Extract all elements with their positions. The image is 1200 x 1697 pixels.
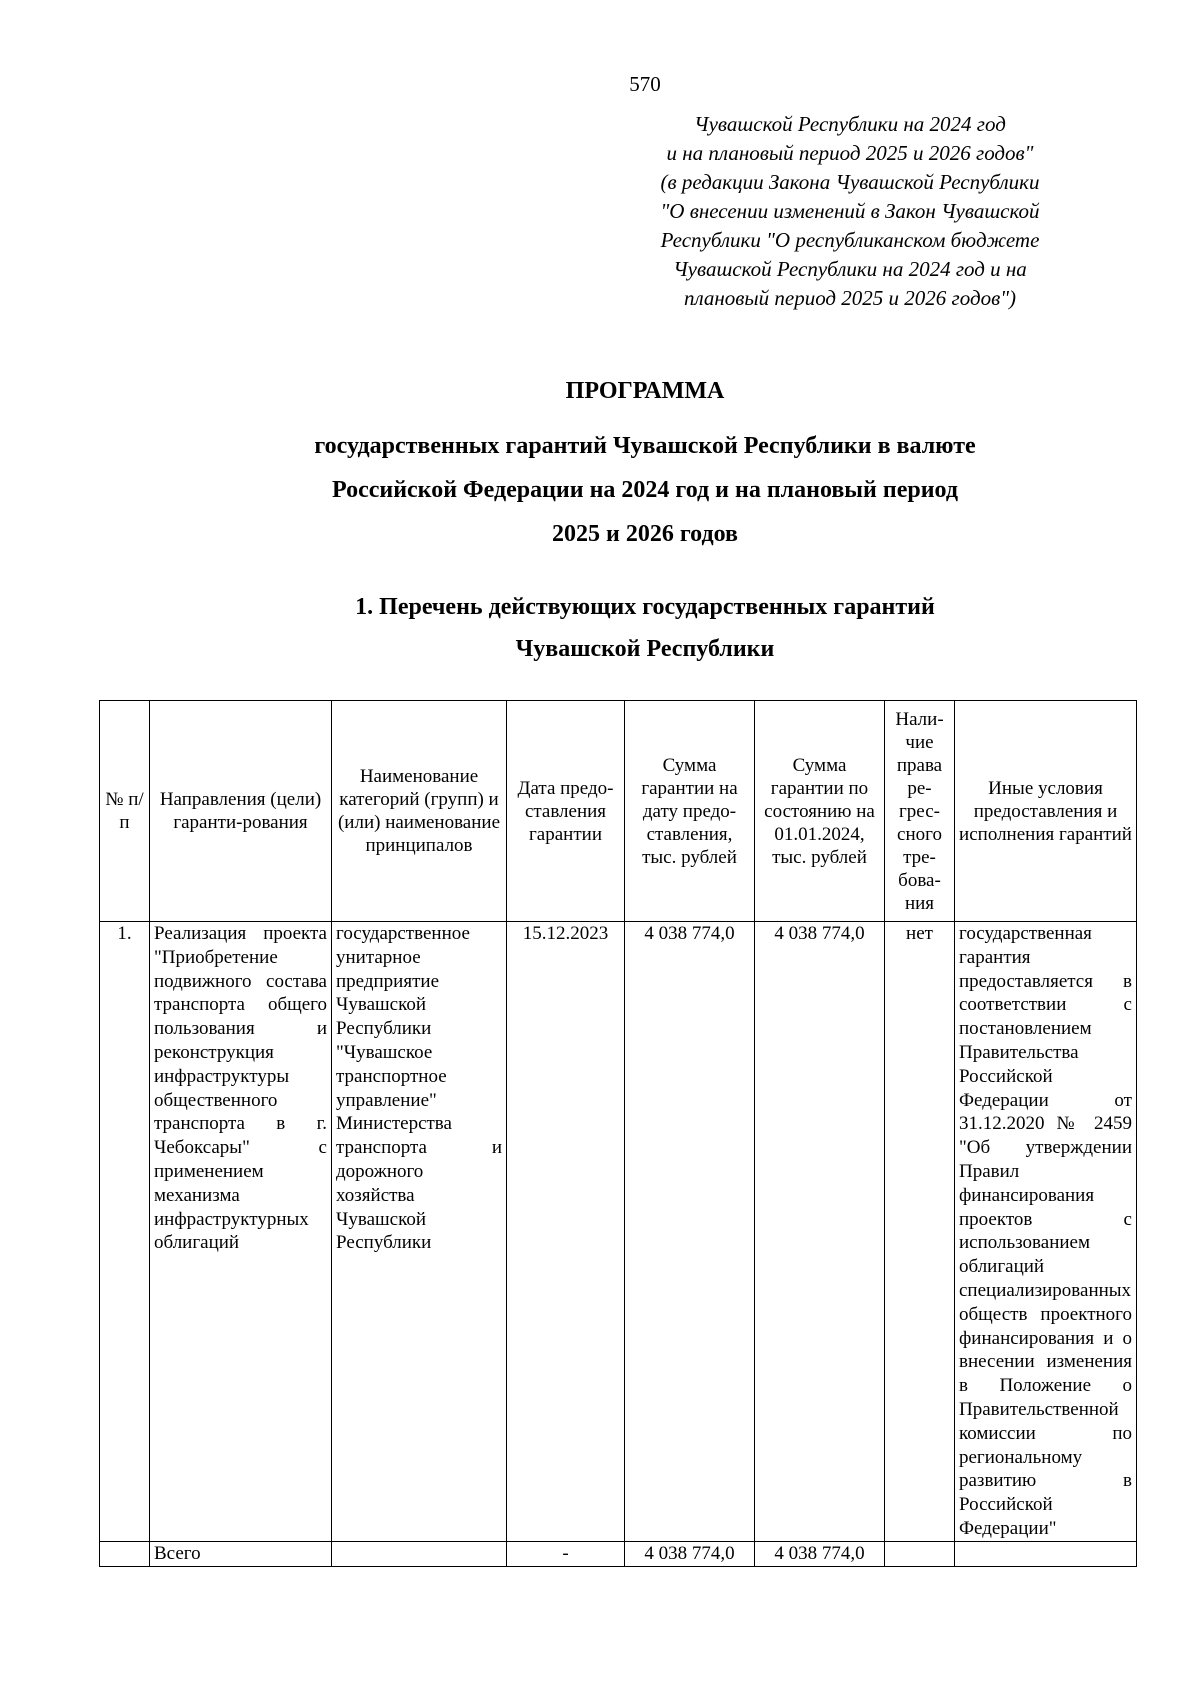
program-subtitle-line: 2025 и 2026 годов (552, 521, 738, 547)
cell-direction: Реализация проекта "Приобретение подвижного состава транспорта общего пользования и реконструкция инфраструктуры общественного транспорта в г. Чебоксары" с применением механизма инфраструктурных облигаций (150, 922, 332, 1542)
guarantees-table (99, 700, 1137, 1567)
header-num: № п/п (100, 701, 150, 922)
page-number: 570 (629, 72, 661, 96)
cell-principal: государственное унитарное предприятие Чувашской Республики "Чувашское транспортное управление" Министерства транспорта и дорожного хозяйства Чувашской Республики (332, 922, 507, 1542)
total-amount-at-issue: 4 038 774,0 (625, 1541, 755, 1566)
program-subtitle-line: Российской Федерации на 2024 год и на плановый период (332, 477, 958, 503)
header-note-line: и на плановый период 2025 и 2026 годов" (666, 141, 1034, 165)
total-label: Всего (150, 1541, 332, 1566)
total-num-cell (100, 1541, 150, 1566)
header-direction: Направления (цели) гаранти-рования (150, 701, 332, 922)
cell-amount-current: 4 038 774,0 (755, 922, 885, 1542)
header-amount-current: Сумма гарантии по состоянию на 01.01.2024, тыс. рублей (755, 701, 885, 922)
header-note-line: Чувашской Республики на 2024 год и на (673, 257, 1027, 281)
total-other-cell (955, 1541, 1137, 1566)
header-principal: Наименование категорий (групп) и (или) наименование принципалов (332, 701, 507, 922)
header-note-line: (в редакции Закона Чувашской Республики (660, 170, 1040, 194)
total-date: - (507, 1541, 625, 1566)
program-subtitle (0, 424, 1200, 556)
cell-date: 15.12.2023 (507, 922, 625, 1542)
cell-regress: нет (885, 922, 955, 1542)
table-row (100, 922, 1137, 1542)
program-subtitle-line: государственных гарантий Чувашской Республики в валюте (314, 433, 976, 459)
cell-other-conditions: государственная гарантия предоставляется в соответствии с постановлением Правительства Российской Федерации от 31.12.2020 № 2459 "Об утверждении Правил финансирования проектов с использованием облигаций специализированных обществ проектного финансирования и о внесении изменения в Положение о Правительственной комиссии по региональному развитию в Российской Федерации" (955, 922, 1137, 1542)
cell-num: 1. (100, 922, 150, 1542)
header-regress: Нали-чие права ре-грес-сного тре-бова-ния (885, 701, 955, 922)
header-note-line: плановый период 2025 и 2026 годов") (683, 286, 1017, 310)
header-amount-at-issue: Сумма гарантии на дату предо-ставления, тыс. рублей (625, 701, 755, 922)
section-title (0, 586, 1200, 670)
header-date: Дата предо-ставления гарантии (507, 701, 625, 922)
table-total-row (100, 1541, 1137, 1566)
program-title: ПРОГРАММА (565, 378, 725, 404)
total-amount-current: 4 038 774,0 (755, 1541, 885, 1566)
header-note-line: Чувашской Республики на 2024 год (694, 112, 1006, 136)
total-principal-cell (332, 1541, 507, 1566)
header-other-conditions: Иные условия предоставления и исполнения гарантий (955, 701, 1137, 922)
section-title-line: 1. Перечень действующих государственных гарантий (355, 594, 935, 620)
table-header-row (100, 701, 1137, 922)
cell-amount-at-issue: 4 038 774,0 (625, 922, 755, 1542)
section-title-line: Чувашской Республики (515, 636, 775, 662)
header-note (610, 110, 1090, 313)
header-note-line: Республики "О республиканском бюджете (660, 228, 1040, 252)
total-regress-cell (885, 1541, 955, 1566)
header-note-line: "О внесении изменений в Закон Чувашской (660, 199, 1040, 223)
